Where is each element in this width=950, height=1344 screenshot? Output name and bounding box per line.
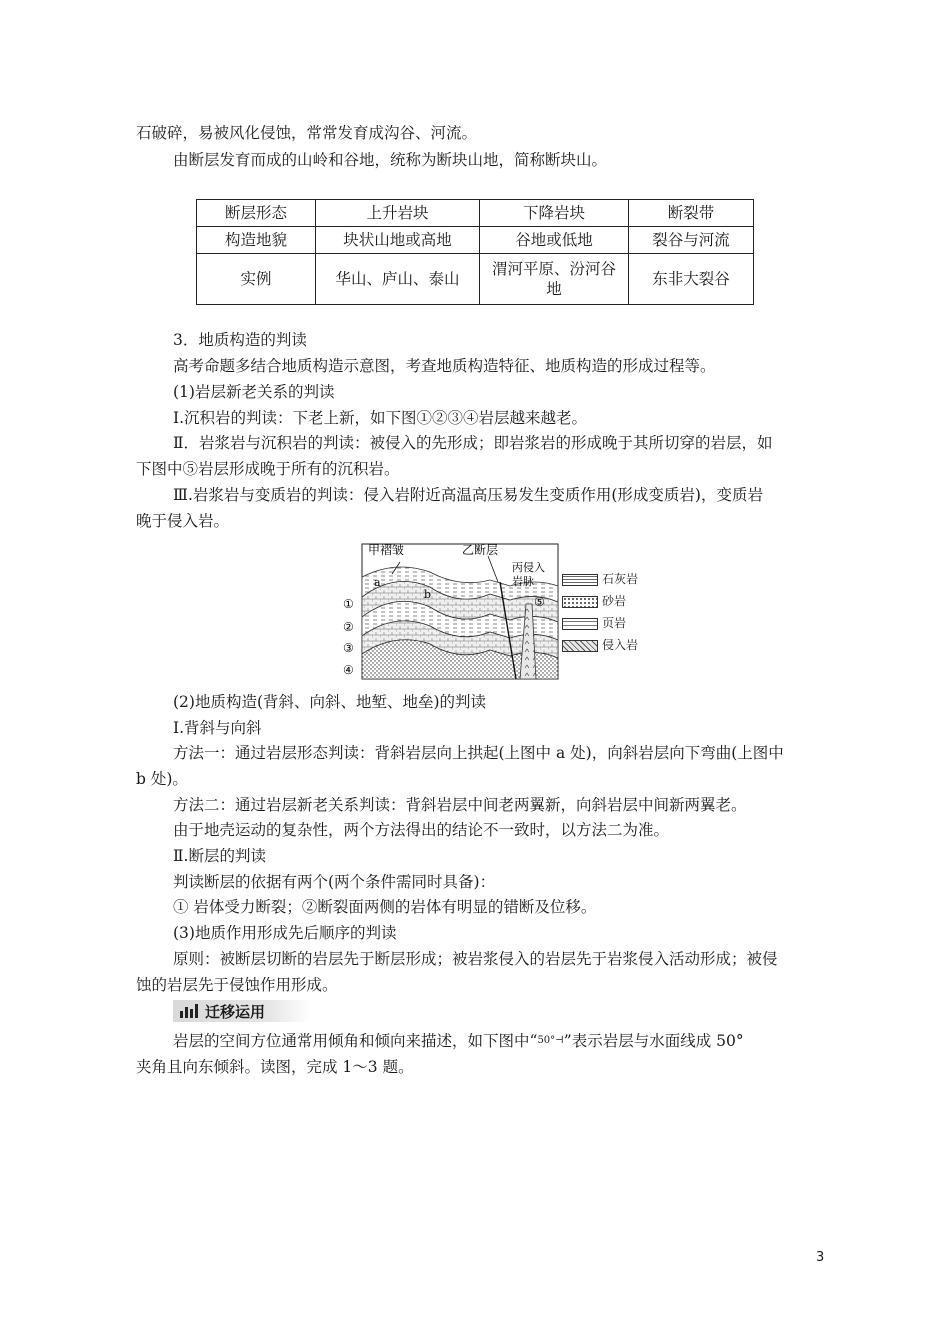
paragraph-line: 石破碎，易被风化侵蚀，常常发育成沟谷、河流。 [136, 124, 478, 142]
table-cell: 东非大裂谷 [629, 254, 754, 305]
legend-label: 砂岩 [602, 594, 627, 608]
label-bing: 丙侵入 [512, 561, 545, 574]
geologic-structure-diagram [340, 542, 650, 682]
table-cell: 谷地或低地 [480, 227, 629, 254]
paragraph-line: 蚀的岩层先于侵蚀作用形成。 [136, 976, 338, 994]
layer-num-5: ⑤ [534, 595, 545, 609]
layer-num-2: ② [343, 620, 354, 634]
page-number: 3 [816, 1250, 825, 1265]
table-cell: 块状山地或高地 [316, 227, 480, 254]
table-header-cell: 断层形态 [197, 200, 316, 227]
sandstone-swatch [562, 596, 598, 608]
subsection-title: (2)地质构造(背斜、向斜、地堑、地垒)的判读 [173, 693, 487, 711]
shale-swatch [562, 618, 598, 630]
paragraph-line: Ⅰ.背斜与向斜 [173, 719, 262, 737]
paragraph-line [173, 1031, 744, 1051]
paragraph-line: 高考命题多结合地质构造示意图，考查地质构造特征、地质构造的形成过程等。 [173, 357, 716, 375]
bar-chart-icon [179, 1003, 199, 1019]
text-segment: ”表示岩层与水面线成 50° [563, 1032, 744, 1050]
paragraph-line: 由于地壳运动的复杂性，两个方法得出的结论不一致时，以方法二为准。 [173, 821, 670, 839]
paragraph-line: 方法二：通过岩层新老关系判读：背斜岩层中间老两翼新，向斜岩层中间新两翼老。 [173, 796, 747, 814]
legend-label: 侵入岩 [602, 638, 639, 652]
paragraph-line: 方法一：通过岩层形态判读：背斜岩层向上拱起(上图中 a 处)，向斜岩层向下弯曲(上图中 [173, 744, 784, 762]
paragraph-line: 下图中⑤岩层形成晚于所有的沉积岩。 [136, 460, 400, 478]
table-cell: 构造地貌 [197, 227, 316, 254]
paragraph-line: 晚于侵入岩。 [136, 512, 230, 530]
paragraph-line: 夹角且向东倾斜。读图，完成 1～3 题。 [136, 1058, 414, 1076]
paragraph-line: Ⅱ．岩浆岩与沉积岩的判读：被侵入的先形成；即岩浆岩的形成晚于其所切穿的岩层，如 [173, 434, 773, 452]
table-header-cell: 上升岩块 [316, 200, 480, 227]
label-b: b [424, 588, 432, 601]
table-cell: 裂谷与河流 [629, 227, 754, 254]
practice-badge-title: 迁移运用 [205, 1002, 266, 1021]
table-cell [480, 254, 629, 305]
text-segment: 岩层的空间方位通常用倾角和倾向来描述，如下图中“ [173, 1032, 538, 1050]
layer-num-3: ③ [343, 641, 354, 655]
table-header-cell: 下降岩块 [480, 200, 629, 227]
intrusive-swatch [562, 640, 598, 652]
paragraph-line: Ⅰ.沉积岩的判读：下老上新，如下图①②③④岩层越来越老。 [173, 409, 588, 427]
paragraph-line: 判读断层的依据有两个(两个条件需同时具备)： [173, 873, 496, 891]
table-cell-line: 渭河平原、汾河谷 [491, 260, 616, 278]
table-header-cell: 断裂带 [629, 200, 754, 227]
table-cell: 实例 [197, 254, 316, 305]
paragraph-line: 由断层发育而成的山岭和谷地，统称为断块山地，简称断块山。 [173, 151, 608, 169]
paragraph-line: 原则：被断层切断的岩层先于断层形成；被岩浆侵入的岩层先于岩浆侵入活动形成；被侵 [173, 950, 778, 968]
paragraph-line: Ⅲ.岩浆岩与变质岩的判读：侵入岩附近高温高压易发生变质作用(形成变质岩)，变质岩 [173, 486, 763, 504]
label-jia: 甲褶皱 [368, 543, 405, 557]
dip-symbol: 50°⊣ [537, 1035, 564, 1046]
layer-num-4: ④ [343, 663, 354, 677]
label-a: a [374, 576, 381, 589]
subsection-title: (3)地质作用形成先后顺序的判读 [173, 924, 397, 942]
fault-landform-table [196, 199, 754, 305]
diagram-svg [340, 542, 650, 682]
section-title: 3．地质构造的判读 [173, 331, 307, 349]
subsection-title: (1)岩层新老关系的判读 [173, 383, 335, 401]
paragraph-line: ① 岩体受力断裂；②断裂面两侧的岩体有明显的错断及位移。 [173, 898, 597, 916]
label-bing-2: 岩脉 [512, 575, 534, 588]
legend-label: 页岩 [602, 616, 627, 630]
practice-badge [173, 1000, 311, 1022]
limestone-swatch [562, 574, 598, 586]
paragraph-line: Ⅱ.断层的判读 [173, 847, 266, 865]
table-cell: 华山、庐山、泰山 [316, 254, 480, 305]
layer-num-1: ① [343, 597, 354, 611]
paragraph-line: b 处)。 [136, 770, 188, 788]
legend-label: 石灰岩 [602, 572, 639, 586]
table-cell-line: 地 [546, 280, 562, 298]
label-yi: 乙断层 [462, 543, 499, 557]
